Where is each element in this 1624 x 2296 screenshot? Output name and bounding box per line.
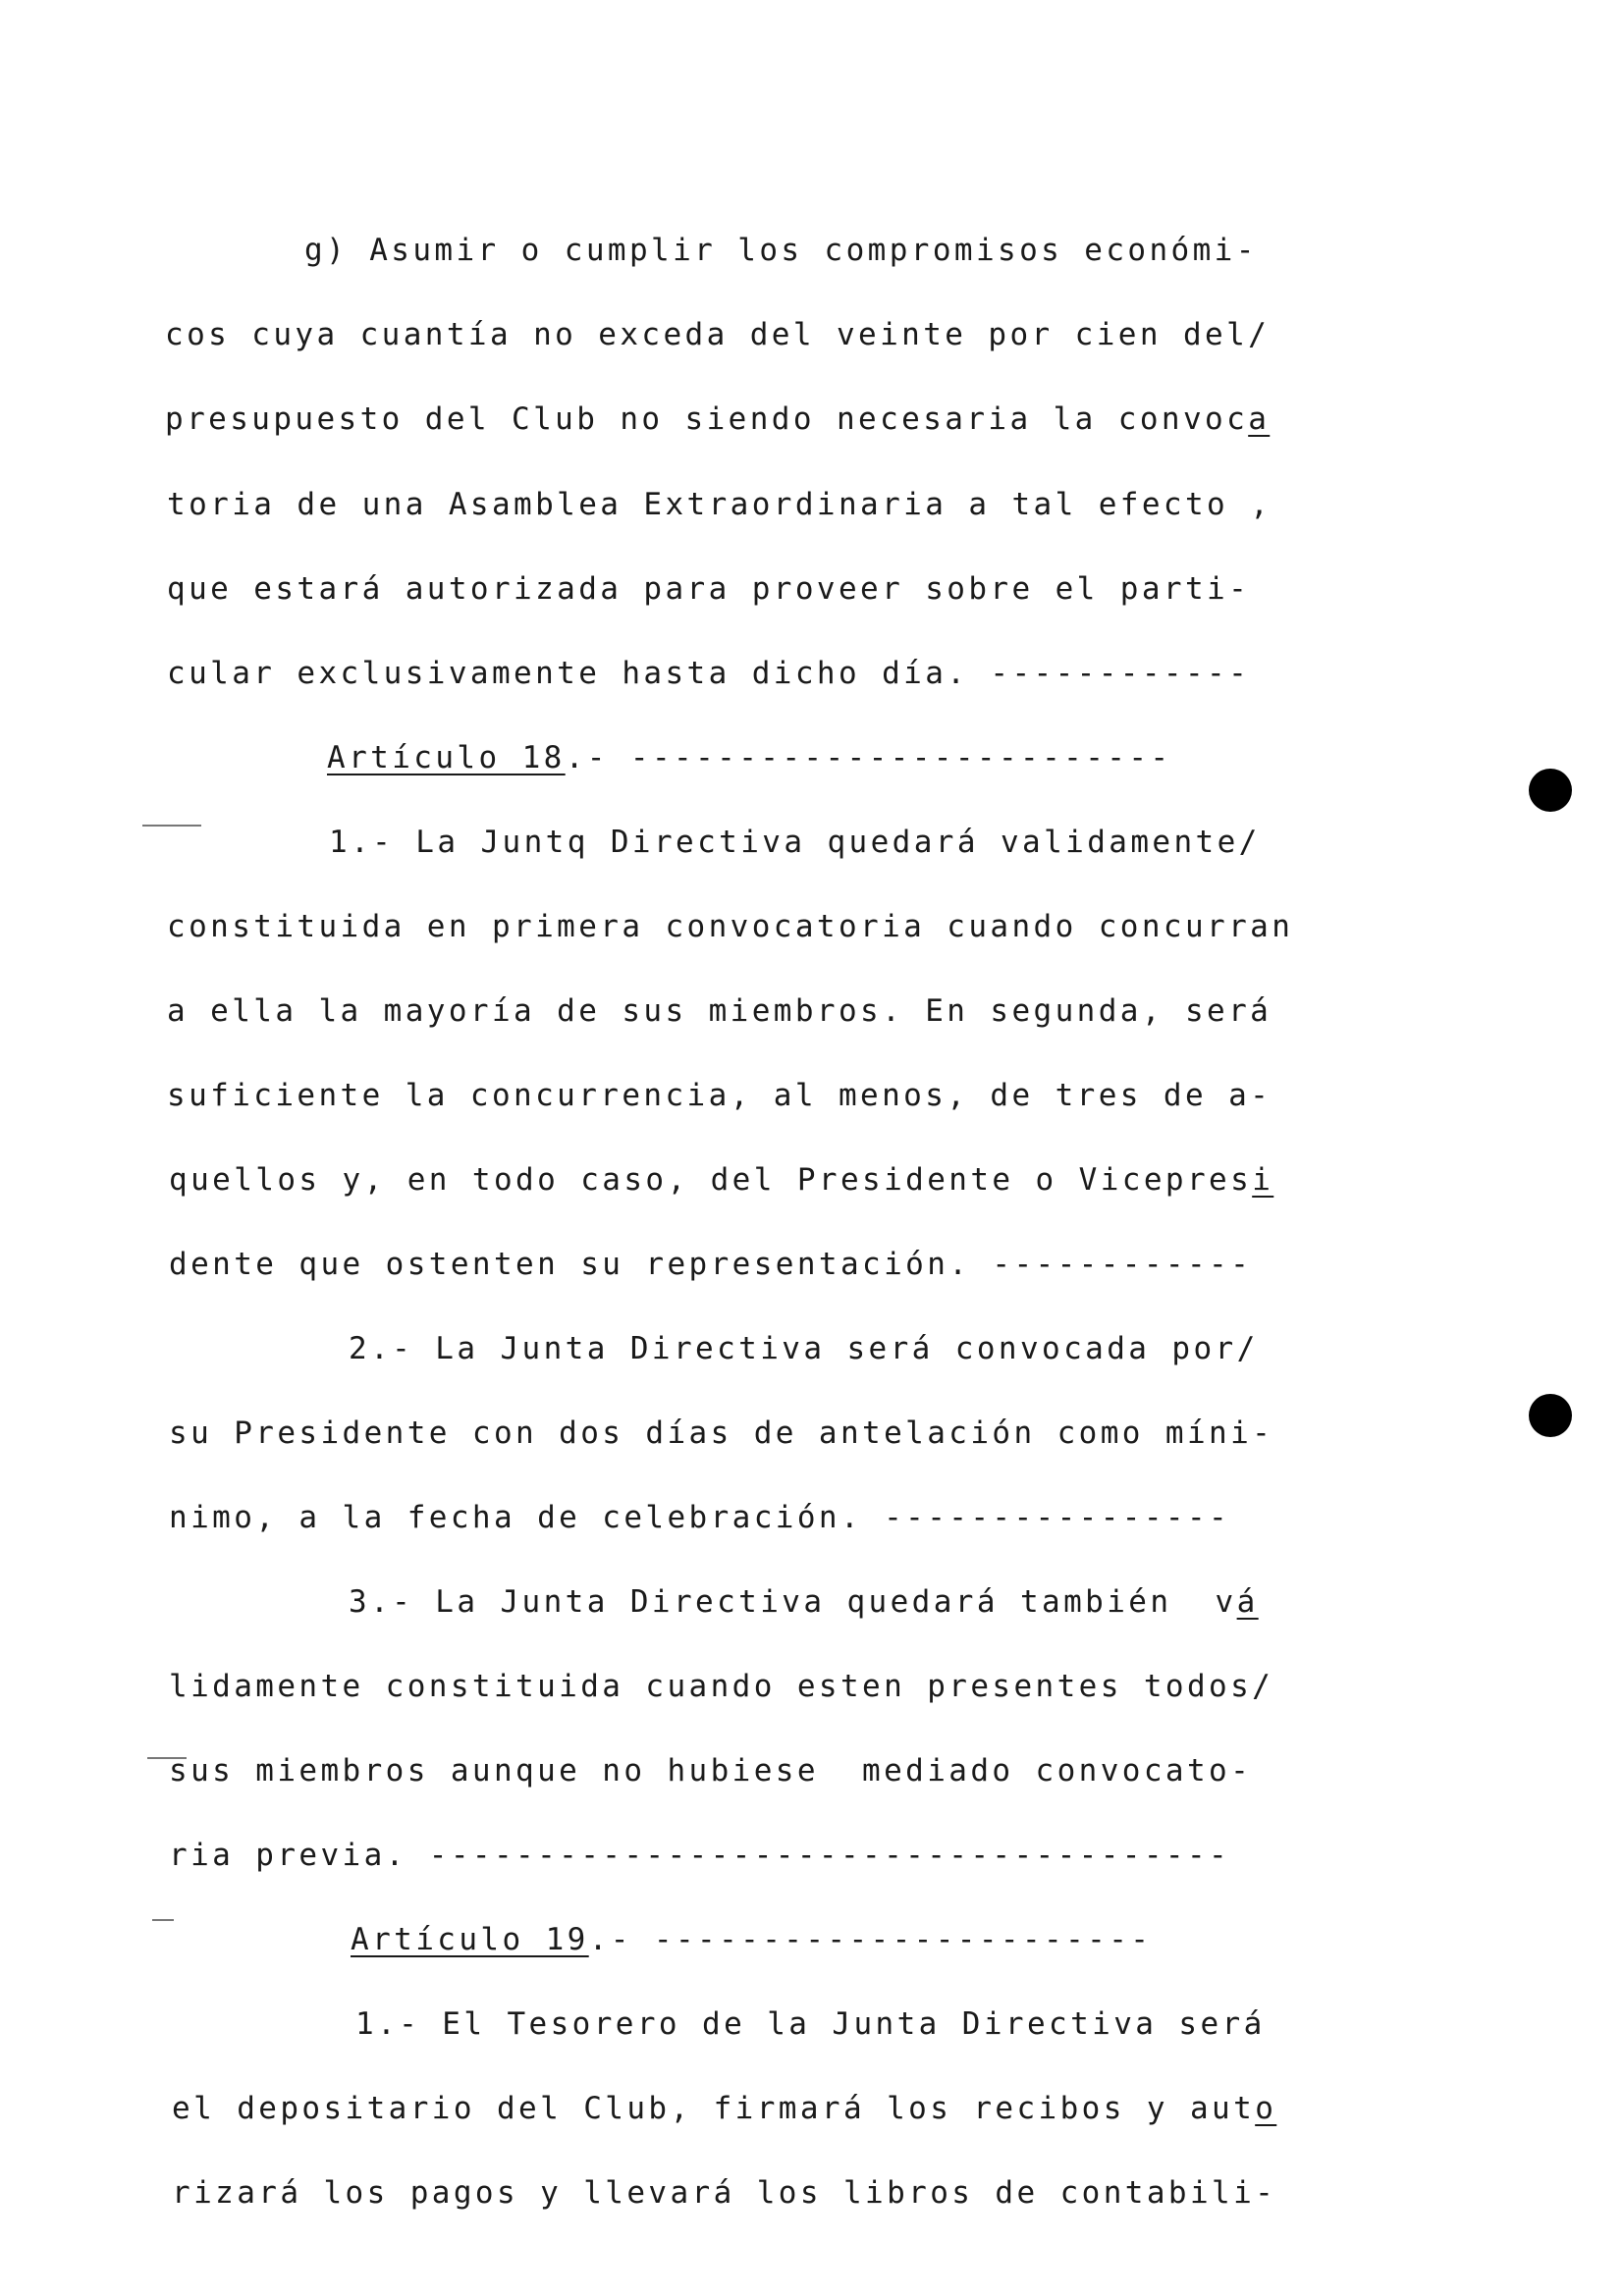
text-line: que estará autorizada para proveer sobre el parti- — [167, 571, 1251, 607]
text-line: 2.- La Junta Directiva será convocada por/ — [349, 1331, 1259, 1366]
article-heading: Artículo 18.- ------------------------- — [327, 740, 1172, 775]
text-line: 1.- El Tesorero de la Junta Directiva será — [355, 2006, 1266, 2042]
text-line: el depositario del Club, firmará los recibos y auto — [172, 2091, 1277, 2126]
punch-hole-bottom — [1529, 1394, 1572, 1437]
scan-speck — [142, 825, 201, 827]
article-heading: Artículo 19.- ----------------------- — [351, 1922, 1153, 1957]
text-line: quellos y, en todo caso, del Presidente o Vicepresi — [169, 1162, 1274, 1198]
text-line: cos cuya cuantía no exceda del veinte por cien del/ — [165, 317, 1271, 352]
text-line: 1.- La Juntq Directiva quedará validamente/ — [329, 825, 1261, 860]
text-line: nimo, a la fecha de celebración. ---------------- — [169, 1500, 1231, 1535]
text-line: 3.- La Junta Directiva quedará también vá — [349, 1584, 1259, 1620]
text-line: rizará los pagos y llevará los libros de contabili- — [172, 2175, 1277, 2211]
text-line: a ella la mayoría de sus miembros. En segunda, será — [167, 993, 1272, 1029]
text-line: constituida en primera convocatoria cuando concurran — [167, 909, 1294, 944]
text-line: dente que ostenten su representación. ------------ — [169, 1247, 1253, 1282]
text-line: suficiente la concurrencia, al menos, de tres de a- — [167, 1078, 1272, 1113]
punch-hole-top — [1529, 769, 1572, 812]
text-line: cular exclusivamente hasta dicho día. ------------ — [167, 656, 1251, 691]
text-line: toria de una Asamblea Extraordinaria a tal efecto , — [167, 487, 1272, 522]
text-line: presupuesto del Club no siendo necesaria la convoca — [165, 401, 1271, 437]
text-line: lidamente constituida cuando esten presentes todos/ — [169, 1669, 1274, 1704]
scan-speck — [152, 1919, 174, 1921]
text-line: su Presidente con dos días de antelación como míni- — [169, 1415, 1274, 1451]
text-line: g) Asumir o cumplir los compromisos económi- — [304, 233, 1258, 268]
text-line: ria previa. ------------------------------------- — [169, 1838, 1231, 1873]
text-line: sus miembros aunque no hubiese mediado convocato- — [169, 1753, 1253, 1789]
